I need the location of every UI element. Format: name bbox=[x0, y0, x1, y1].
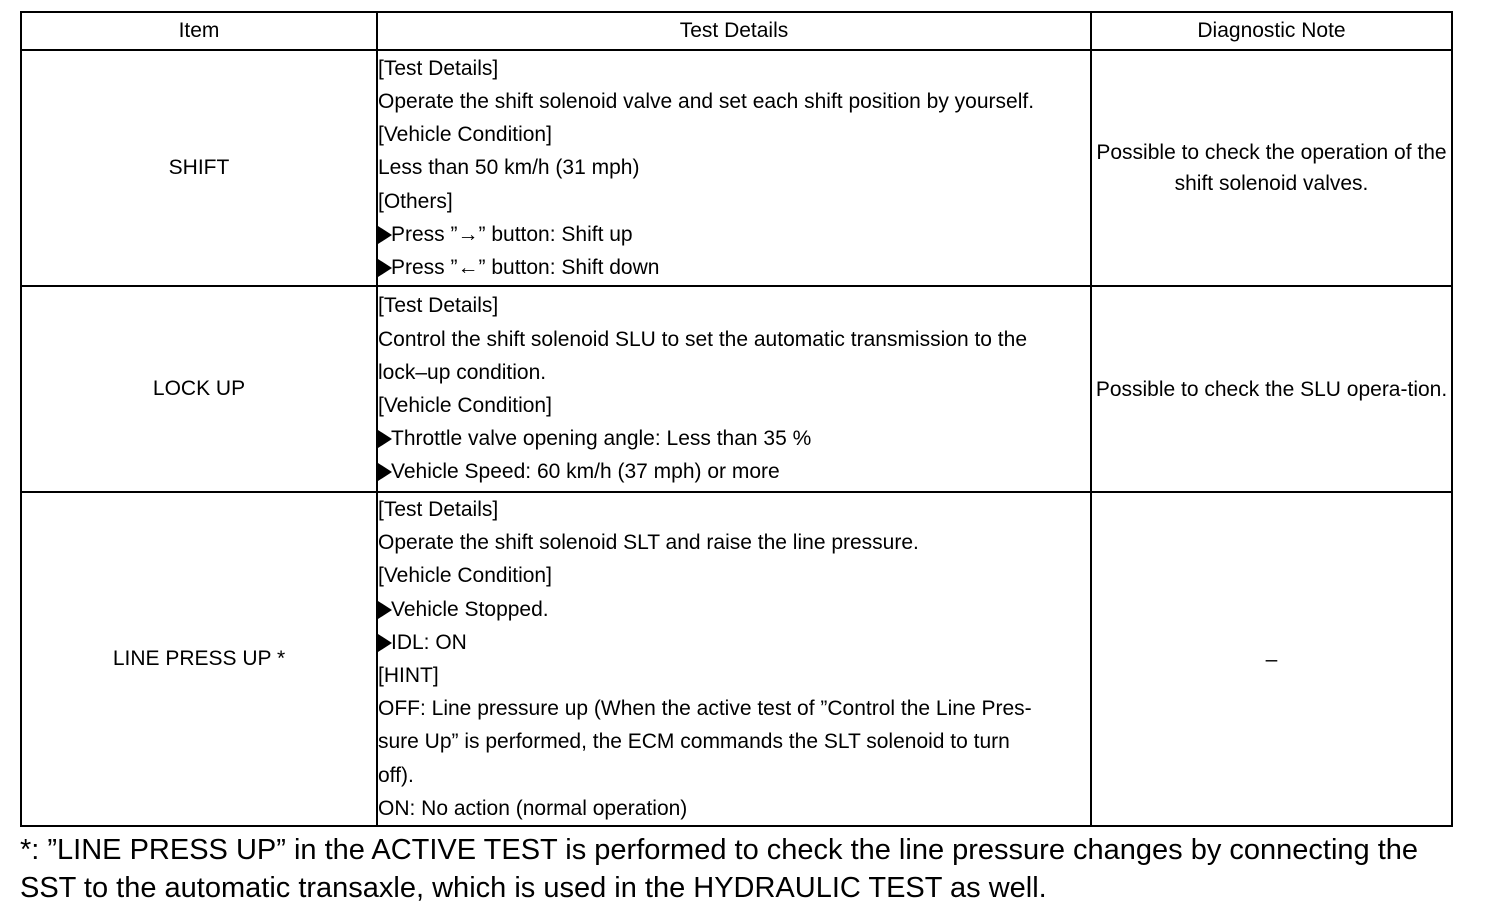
row-item-name: LINE PRESS UP * bbox=[21, 492, 377, 826]
table-row bbox=[21, 286, 1452, 492]
row-item-name: LOCK UP bbox=[21, 286, 377, 492]
table-header-row bbox=[21, 12, 1452, 50]
detail-line bbox=[378, 422, 1090, 455]
table-row bbox=[21, 492, 1452, 826]
detail-line bbox=[378, 85, 1090, 118]
detail-line-text: [Test Details] bbox=[378, 498, 499, 522]
detail-line bbox=[378, 52, 1090, 85]
detail-line bbox=[378, 692, 1090, 725]
detail-line-text: off). bbox=[378, 763, 414, 787]
footnote: *: ”LINE PRESS UP” in the ACTIVE TEST is performed to check the line pressure changes by connecting the SST to the automatic transaxle, which is used in the HYDRAULIC TEST as well. bbox=[20, 834, 1419, 904]
row-item-name: SHIFT bbox=[21, 50, 377, 286]
detail-line bbox=[378, 526, 1090, 559]
row-test-details bbox=[377, 286, 1091, 492]
triangle-bullet-icon bbox=[378, 430, 392, 448]
detail-line bbox=[378, 389, 1090, 422]
detail-line bbox=[378, 792, 1090, 825]
header-item: Item bbox=[21, 12, 377, 50]
row-test-details bbox=[377, 492, 1091, 826]
detail-line-text: [HINT] bbox=[378, 664, 439, 687]
detail-line bbox=[378, 118, 1090, 151]
detail-line-text: Press ”←” button: Shift down bbox=[391, 255, 660, 279]
detail-line-text: Operate the shift solenoid valve and set each shift position by yourself. bbox=[378, 90, 1035, 114]
detail-line bbox=[378, 185, 1090, 218]
detail-line bbox=[378, 626, 1090, 659]
detail-line-text: ON: No action (normal operation) bbox=[378, 796, 688, 820]
detail-line bbox=[378, 759, 1090, 792]
detail-line bbox=[378, 659, 1090, 692]
detail-line bbox=[378, 289, 1090, 322]
detail-line bbox=[378, 323, 1090, 356]
detail-line-text: IDL: ON bbox=[391, 630, 467, 654]
detail-line bbox=[378, 493, 1090, 526]
detail-line-text: [Vehicle Condition] bbox=[378, 394, 552, 417]
detail-line-text: [Vehicle Condition] bbox=[378, 123, 552, 147]
row-test-details bbox=[377, 50, 1091, 286]
detail-line-text: OFF: Line pressure up (When the active test of ”Control the Line Pres- bbox=[378, 697, 1032, 721]
detail-line bbox=[378, 356, 1090, 389]
triangle-bullet-icon bbox=[378, 463, 392, 481]
detail-line-text: Less than 50 km/h (31 mph) bbox=[378, 156, 640, 180]
detail-line-text: [Others] bbox=[378, 189, 453, 213]
detail-line-text: Operate the shift solenoid SLT and raise the line pressure. bbox=[378, 531, 919, 555]
detail-line-text: [Vehicle Condition] bbox=[378, 564, 552, 588]
detail-line bbox=[378, 559, 1090, 592]
row-diagnostic-note: Possible to check the SLU opera-tion. bbox=[1091, 286, 1452, 492]
detail-line-text: sure Up” is performed, the ECM commands the SLT solenoid to turn bbox=[378, 730, 1010, 754]
detail-line-text: [Test Details] bbox=[378, 294, 499, 318]
triangle-bullet-icon bbox=[378, 259, 392, 277]
detail-line-text: [Test Details] bbox=[378, 56, 499, 80]
detail-line bbox=[378, 593, 1090, 626]
detail-line-text: Vehicle Stopped. bbox=[391, 597, 549, 621]
detail-line bbox=[378, 218, 1090, 251]
row-diagnostic-note: Possible to check the operation of the shift solenoid valves. bbox=[1091, 50, 1452, 286]
detail-line bbox=[378, 151, 1090, 184]
detail-line bbox=[378, 455, 1090, 488]
detail-line-text: Control the shift solenoid SLU to set the automatic transmission to the bbox=[378, 327, 1028, 351]
triangle-bullet-icon bbox=[378, 634, 392, 652]
triangle-bullet-icon bbox=[378, 226, 392, 244]
detail-line-text: lock–up condition. bbox=[378, 360, 547, 384]
detail-line-text: Vehicle Speed: 60 km/h (37 mph) or more bbox=[391, 460, 780, 484]
triangle-bullet-icon bbox=[378, 601, 392, 619]
header-diagnostic-note: Diagnostic Note bbox=[1091, 12, 1452, 50]
detail-line-text: Press ”→” button: Shift up bbox=[391, 222, 633, 246]
header-test-details: Test Details bbox=[377, 12, 1091, 50]
detail-line-text: Throttle valve opening angle: Less than 35 % bbox=[391, 427, 812, 451]
detail-line bbox=[378, 725, 1090, 758]
table-row bbox=[21, 50, 1452, 286]
detail-line bbox=[378, 251, 1090, 284]
active-test-table bbox=[20, 11, 1453, 827]
row-diagnostic-note: – bbox=[1091, 492, 1452, 826]
